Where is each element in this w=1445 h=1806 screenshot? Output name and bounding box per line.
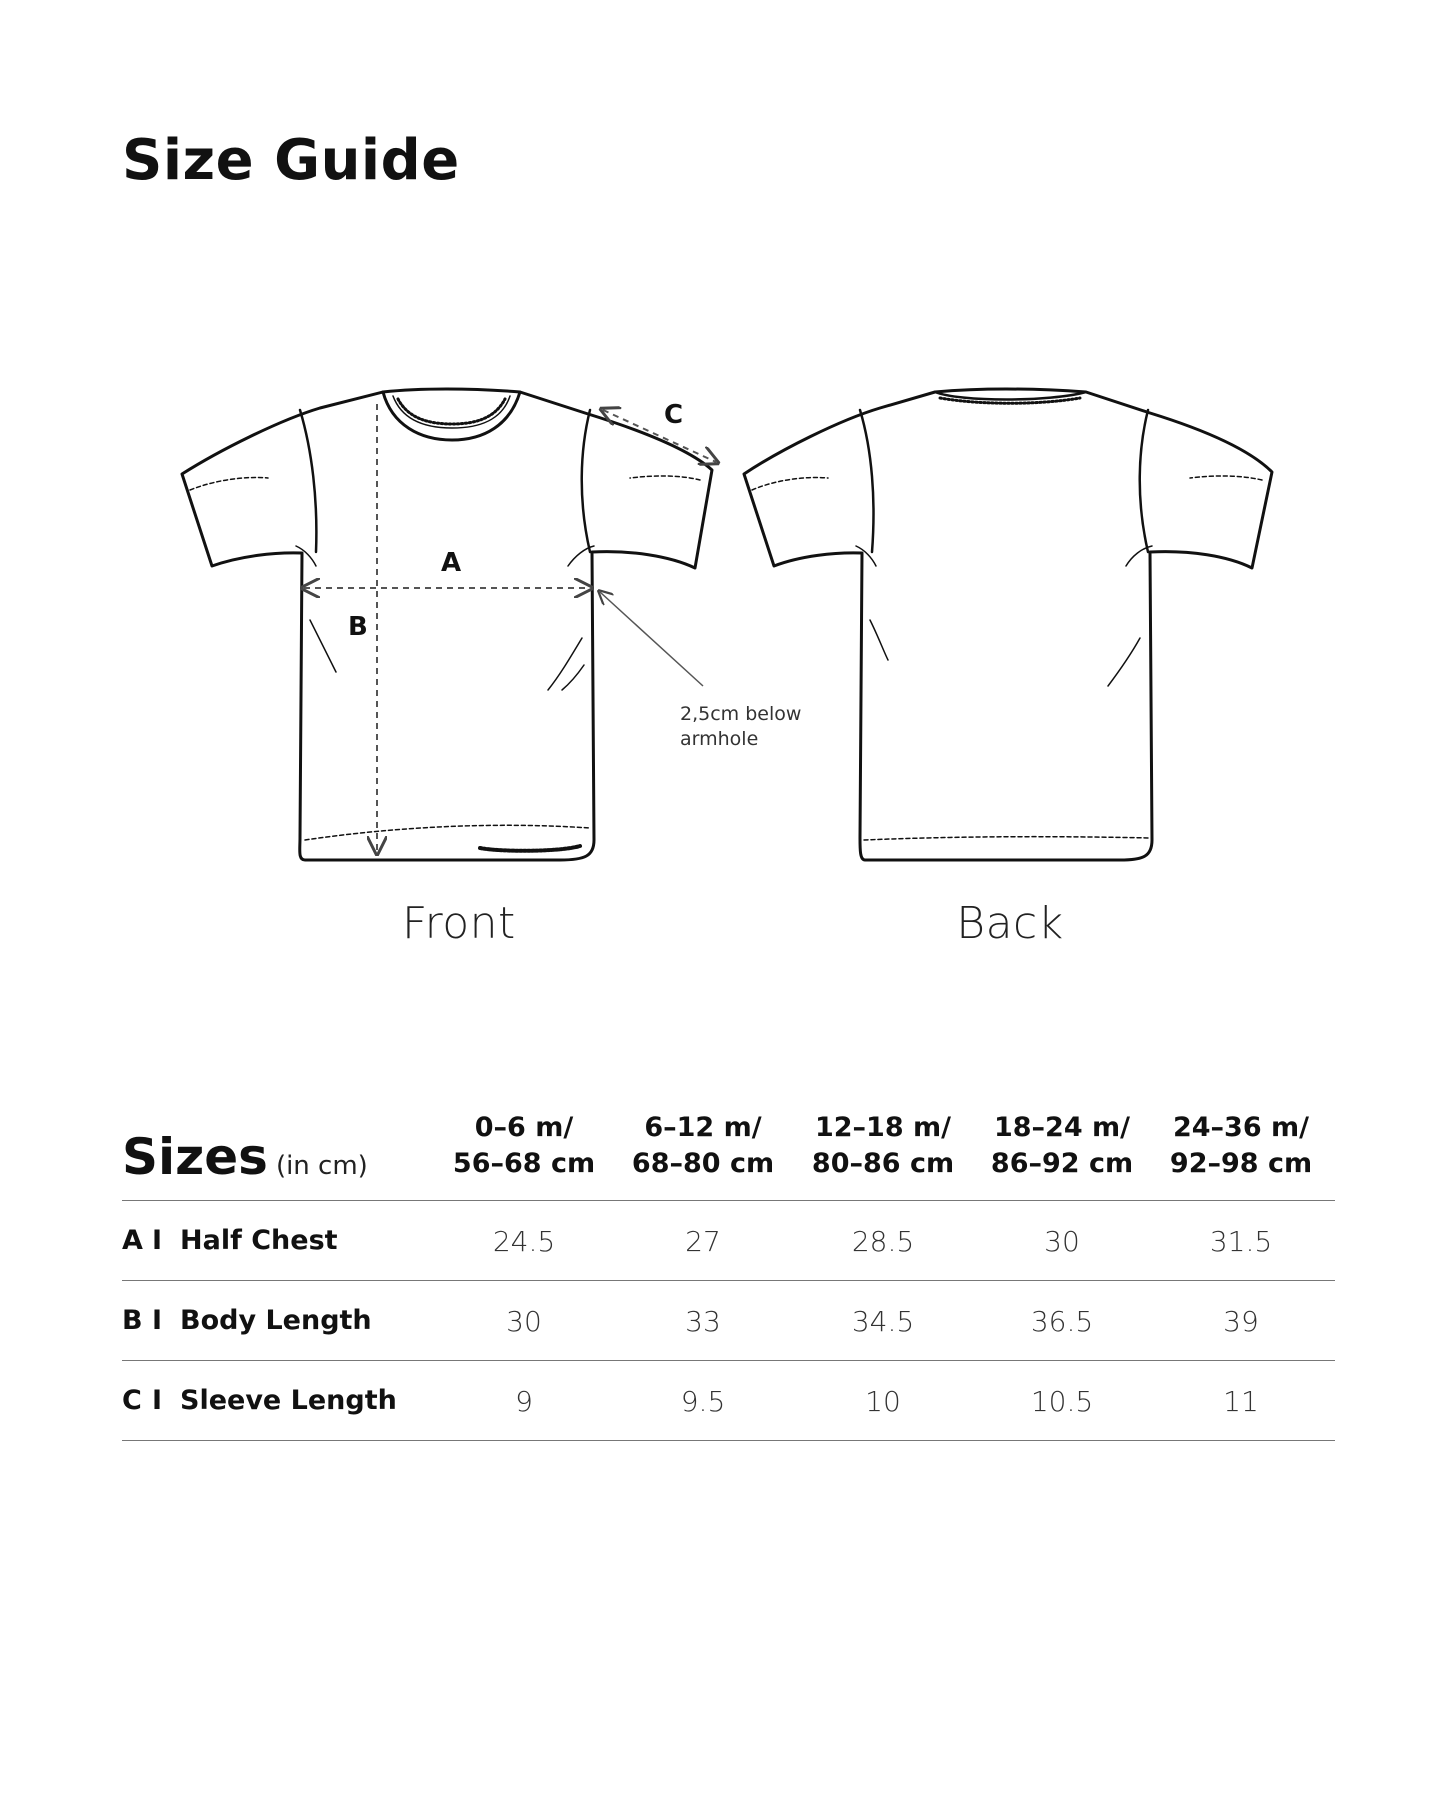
- front-label: Front: [402, 898, 516, 949]
- table-cell: 39: [1223, 1305, 1259, 1338]
- row-letter: A: [122, 1225, 143, 1256]
- table-cell: 10: [865, 1385, 901, 1418]
- table-cell: 36.5: [1030, 1305, 1094, 1338]
- row-separator: I: [152, 1385, 163, 1416]
- table-cell: 31.5: [1209, 1225, 1273, 1258]
- table-cell: 34.5: [851, 1305, 915, 1338]
- measure-label-b: B: [348, 612, 368, 642]
- table-cell: 11: [1223, 1385, 1259, 1418]
- column-header-line2: 68–80 cm: [631, 1148, 775, 1179]
- table-cell: 10.5: [1030, 1385, 1094, 1418]
- row-separator: I: [152, 1305, 163, 1336]
- column-header: [434, 1110, 614, 1182]
- column-header-line1: 0–6 m/: [474, 1112, 574, 1143]
- column-header-line2: 86–92 cm: [990, 1148, 1134, 1179]
- table-cell: 30: [506, 1305, 542, 1338]
- table-cell: 28.5: [851, 1225, 915, 1258]
- back-tshirt: [744, 389, 1272, 860]
- armhole-note: [680, 702, 801, 752]
- sizes-heading: [122, 1128, 368, 1186]
- table-cell: 33: [685, 1305, 721, 1338]
- sizes-unit: (in cm): [275, 1151, 368, 1181]
- sizes-heading-text: Sizes: [122, 1128, 268, 1186]
- armhole-note-line1: 2,5cm below: [680, 703, 802, 725]
- column-header: [793, 1110, 973, 1182]
- column-header: [613, 1110, 793, 1182]
- table-cell: 27: [685, 1225, 721, 1258]
- column-header-line2: 92–98 cm: [1169, 1148, 1313, 1179]
- row-letter: B: [122, 1305, 143, 1336]
- front-tshirt: [182, 389, 712, 860]
- row-label: [122, 1305, 372, 1336]
- table-cell: 30: [1044, 1225, 1080, 1258]
- table-row: [122, 1281, 1335, 1361]
- measure-lines: [304, 404, 716, 852]
- table-cell: 9: [515, 1385, 533, 1418]
- row-letter: C: [122, 1385, 142, 1416]
- table-cell: 24.5: [492, 1225, 556, 1258]
- armhole-note-line2: armhole: [680, 728, 759, 750]
- row-separator: I: [152, 1225, 163, 1256]
- column-header-line2: 80–86 cm: [811, 1148, 955, 1179]
- column-header-line1: 12–18 m/: [814, 1112, 952, 1143]
- column-header-line1: 24–36 m/: [1172, 1112, 1310, 1143]
- row-label-text: Sleeve Length: [180, 1385, 397, 1416]
- column-header-line2: 56–68 cm: [452, 1148, 596, 1179]
- back-label: Back: [956, 898, 1064, 949]
- column-header-line1: 6–12 m/: [644, 1112, 762, 1143]
- table-cell: 9.5: [680, 1385, 726, 1418]
- table-row: [122, 1201, 1335, 1281]
- size-table-header: [122, 1110, 1335, 1201]
- measure-label-a: A: [441, 548, 462, 578]
- table-row: [122, 1361, 1335, 1441]
- row-label-text: Body Length: [180, 1305, 372, 1336]
- page-title: Size Guide: [122, 128, 460, 193]
- size-table: [122, 1110, 1335, 1441]
- row-label: [122, 1225, 338, 1256]
- measure-label-c: C: [664, 400, 684, 430]
- column-header: [972, 1110, 1152, 1182]
- column-header-line1: 18–24 m/: [993, 1112, 1131, 1143]
- column-header: [1151, 1110, 1331, 1182]
- row-label: [122, 1385, 397, 1416]
- row-label-text: Half Chest: [180, 1225, 338, 1256]
